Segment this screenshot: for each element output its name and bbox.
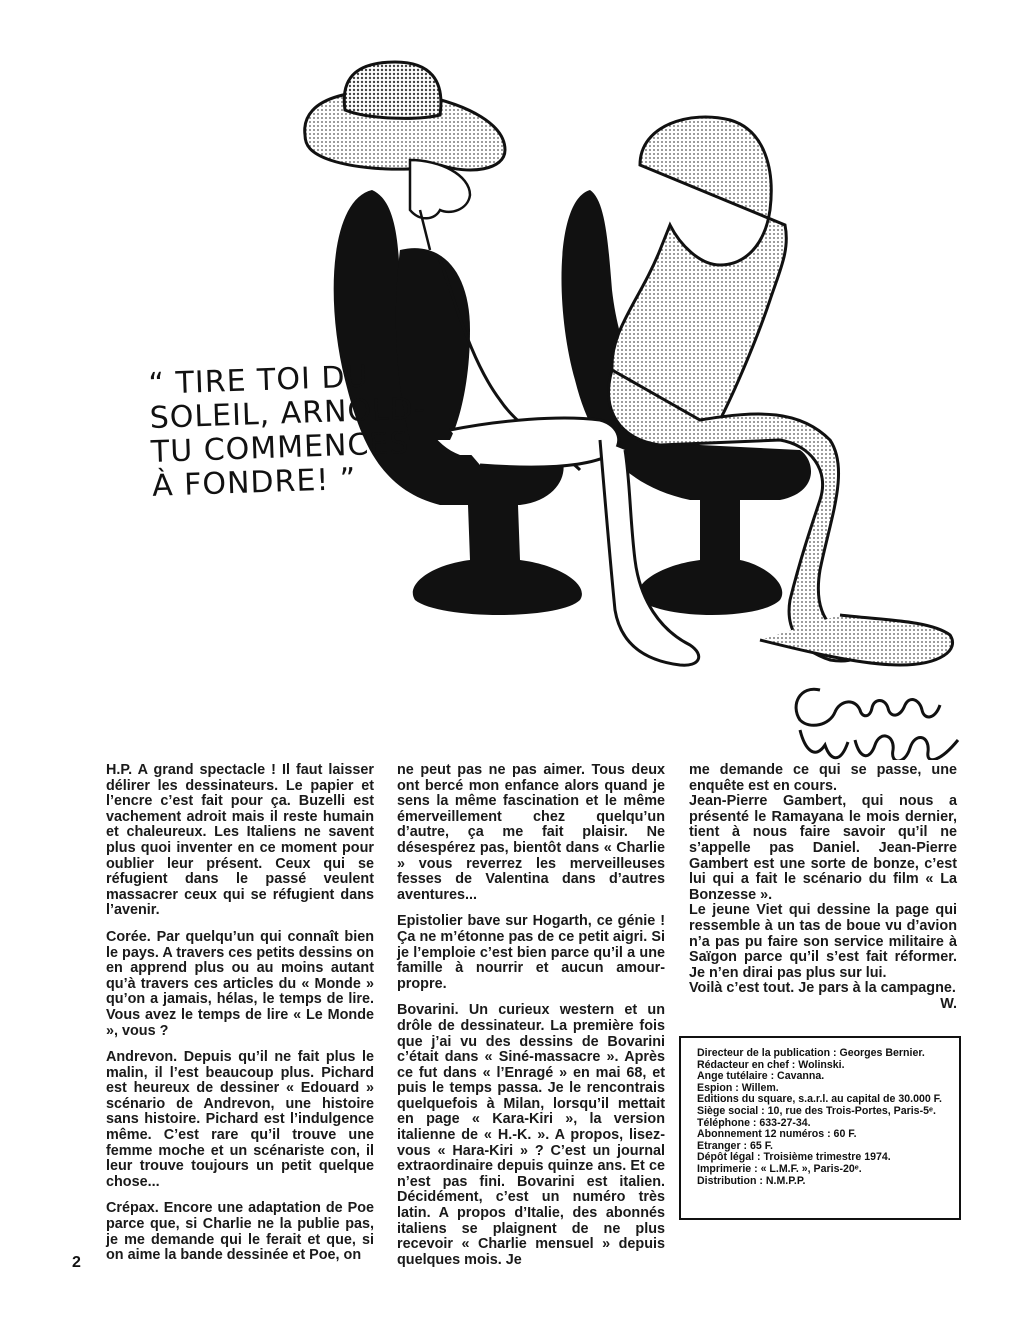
paragraph: Epistolier bave sur Hogarth, ce génie ! Ça ne m’étonne pas de ce petit aigri. Si je l’emploie c’est bien parce qu’il a une famille à nourrir et aucun amour-propre. [397, 913, 665, 992]
caption-line: SOLEIL, ARNOLD- [149, 391, 427, 436]
paragraph: Le jeune Viet qui dessine la page qui ressemble à un tas de boue vu d’avion n’a pas pu faire son service militaire à Saïgon parce qu’il s’est fait réformer. Je n’en dirai pas plus sur lui. [689, 902, 957, 981]
masthead-line: Directeur de la publication : Georges Bernier. [697, 1047, 925, 1059]
masthead-line: Etranger : 65 F. [697, 1139, 773, 1152]
paragraph: Bovarini. Un curieux western et un drôle de dessinateur. La première fois que j’ai vu des dessins de Bovarini c’était dans « Siné-massacre ». Après ce fut dans « l’Enragé » en mai 68, et puis le temps passa. Je le rencontrais quelquefois à Milan, lorsqu’il mettait en page « Kara-Kiri », la version italienne de « H.-K. ». A propos, lisez-vous « Hara-Kiri » ? C’est un journal extraordinaire depuis quinze ans. Et ce n’est pas fini. Bovarini est italien. Décidément, c’est un numéro très latin. A propos d’Italie, des abonnés italiens se plaignent de ne plus recevoir « Charlie mensuel » depuis quelques mois. Je [397, 1002, 665, 1268]
paragraph: ne peut pas ne pas aimer. Tous deux ont bercé mon enfance alors quand je sens la même fascination et le même émerveillement chez quelqu’un d’autre, ça me fait plaisir. Ne désespérez pas, bientôt dans « Charlie » vous reverrez les merveilleuses fesses de Valentina dans d’autres aventures... [397, 762, 665, 903]
caption-line: TU COMMENCES [150, 425, 410, 470]
caption-line: “ TIRE TOI DU [147, 359, 370, 402]
masthead-line: Abonnement 12 numéros : 60 F. [697, 1128, 857, 1141]
article-column-1 [106, 763, 374, 1275]
masthead-line: Rédacteur en chef : Wolinski. [697, 1058, 845, 1071]
masthead-line: Espion : Willem. [697, 1081, 779, 1094]
paragraph: Jean-Pierre Gambert, qui nous a présenté le Ramayana le mois dernier, tient à nous faire savoir qu’il ne s’appelle pas Daniel. Jean-Pierre Gambert est une sorte de bonze, c’est lui qui a fait le scénario du film « La Bonzesse ». [689, 793, 957, 903]
paragraph: Corée. Par quelqu’un qui connaît bien le pays. A travers ces petits dessins on en apprend plus ou au moins autant qu’à travers ces articles du « Monde » qu’on a jamais, hélas, le temps de lire. Vous avez le temps de lire « Le Monde », vous ? [106, 928, 374, 1039]
page-number: 2 [72, 1254, 81, 1271]
masthead-line: Distribution : N.M.P.P. [697, 1174, 806, 1187]
article-column-3 [689, 763, 957, 1024]
masthead-line: Dépôt légal : Troisième trimestre 1974. [697, 1151, 891, 1164]
article-column-2 [397, 763, 665, 1279]
artist-signature [796, 689, 958, 760]
cartoon-caption [148, 358, 453, 504]
masthead-line: Téléphone : 633-27-34. [697, 1116, 811, 1129]
author-signature: W. [940, 995, 957, 1012]
paragraph: Andrevon. Depuis qu’il ne fait plus le malin, il l’est beaucoup plus. Pichard est heureux de dessiner « Edouard » scénario de Andrevon, une histoire sans histoire. Pichard est l’indulgence même. C’est rare qu’il trouve une femme moche et un scénariste con, il leur trouve toujours un petit quelque chose... [106, 1049, 374, 1190]
paragraph: Voilà c’est tout. Je pars à la campagne. [689, 980, 956, 997]
paragraph: Crépax. Encore une adaptation de Poe parce que, si Charlie ne la publie pas, je me demande qui le ferait et que, si on aime la bande dessinée et Poe, on [106, 1200, 374, 1264]
masthead-line: Editions du square, s.a.r.l. au capital de 30.000 F. [697, 1093, 942, 1106]
masthead-line: Ange tutélaire : Cavanna. [697, 1070, 825, 1083]
paragraph: me demande ce qui se passe, une enquête est en cours. [689, 762, 957, 794]
masthead-box [679, 1036, 961, 1220]
caption-line: À FONDRE! ” [151, 461, 357, 504]
paragraph: H.P. A grand spectacle ! Il faut laisser délirer les dessinateurs. Le papier et l’encre c’est fait pour ça. Buzelli est vachement adroit mais il reste humain et chaleureux. Les Italiens ne savent plus quoi inventer en ce moment pour oublier leur présent. Ceux qui se réfugient dans le passé veulent massacrer ceux qui se réfugient dans l’avenir. [106, 762, 374, 919]
masthead-line: Siège social : 10, rue des Trois-Portes, Paris-5ᵉ. [697, 1104, 936, 1117]
masthead-line: Imprimerie : « L.M.F. », Paris-20ᵉ. [697, 1162, 862, 1175]
